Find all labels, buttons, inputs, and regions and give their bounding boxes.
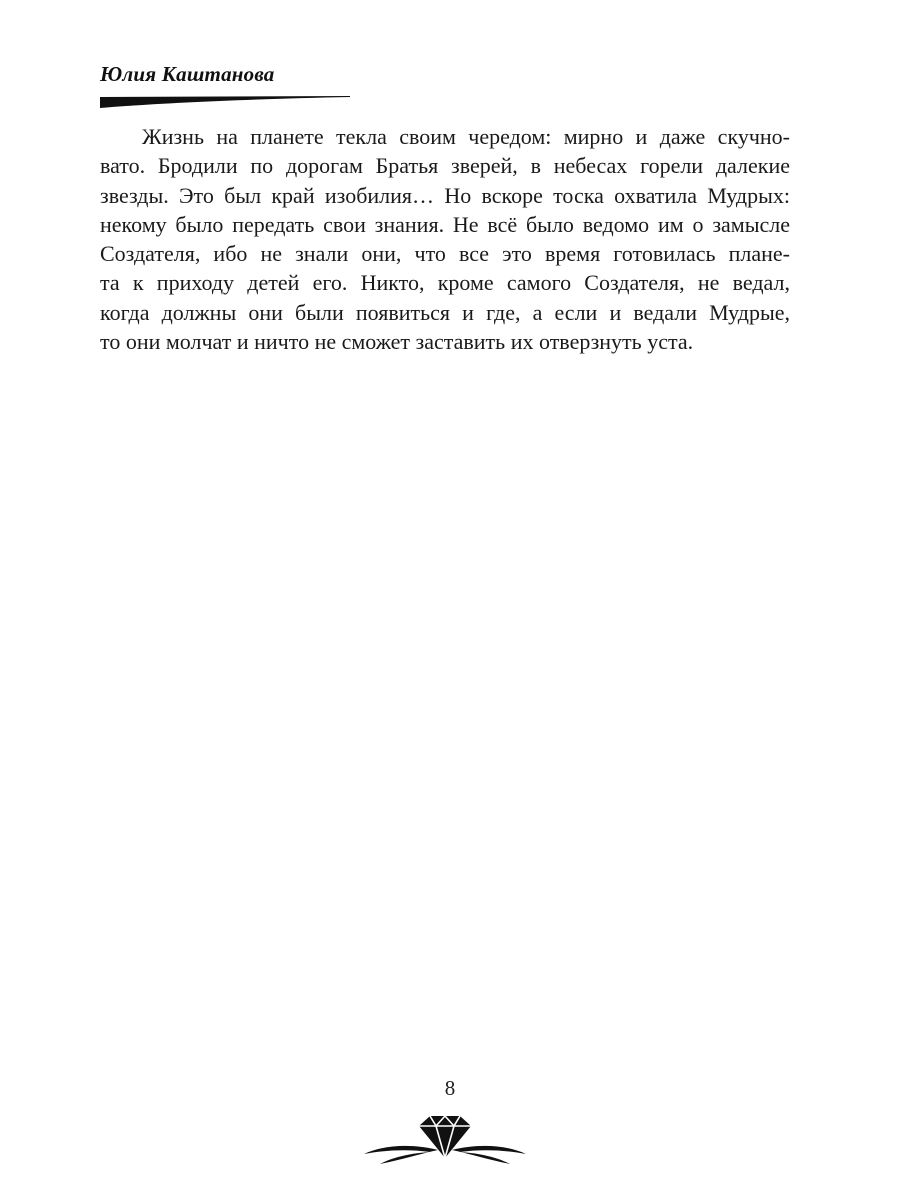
paragraph-line: то они молчат и ничто не сможет заставить их отверзнуть уста. [100,329,694,355]
paragraph-line: вато. Бродили по дорогам Братья зверей, в небесах горели далекие [100,153,790,179]
page-number: 8 [444,1076,456,1100]
paragraph-line: Жизнь на планете текла своим чередом: мирно и даже скучно- [142,124,790,149]
paragraph-line: звезды. Это был край изобилия… Но вскоре тоска охватила Мудрых: [100,182,790,208]
body-paragraph [100,122,790,356]
paragraph-line: та к приходу детей его. Никто, кроме самого Создателя, не ведал, [100,270,790,296]
diamond-icon [360,1104,530,1166]
paragraph-line: Создателя, ибо не знали они, что все это время готовилась плане- [100,241,790,267]
running-head-author: Юлия Каштанова [100,62,275,86]
paragraph-line: некому было передать свои знания. Не всё было ведомо им о замысле [100,211,790,237]
paragraph-line: когда должны они были появиться и где, а если и ведали Мудрые, [100,299,790,325]
header-rule [100,94,350,108]
